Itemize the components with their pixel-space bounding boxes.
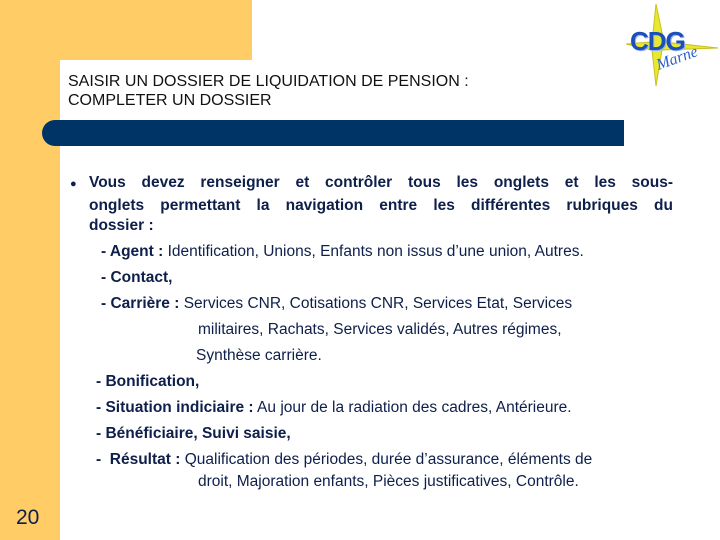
- list-item: [96, 372, 199, 392]
- item-text: droit, Majoration enfants, Pièces justificatives, Contrôle.: [198, 473, 579, 490]
- list-item: [96, 450, 592, 470]
- list-item: [96, 424, 291, 444]
- item-label: - Agent :: [101, 243, 164, 260]
- intro-line: Vous devez renseigner et contrôler tous les onglets et les sous-: [89, 174, 673, 191]
- item-label: - Contact,: [101, 269, 173, 286]
- intro-line: onglets permettant la navigation entre les différentes rubriques du: [89, 197, 673, 214]
- item-label: - Bénéficiaire, Suivi saisie,: [96, 425, 291, 442]
- list-item-continuation: [196, 346, 322, 366]
- title-line-2: COMPLETER UN DOSSIER: [68, 92, 272, 109]
- top-band: [0, 0, 252, 60]
- item-text: militaires, Rachats, Services validés, Autres régimes,: [198, 321, 562, 338]
- item-label: - Situation indiciaire :: [96, 399, 254, 416]
- list-item-continuation: [198, 320, 562, 340]
- list-item: [101, 268, 172, 288]
- list-item: [96, 398, 572, 418]
- item-text: Qualification des périodes, durée d’assurance, éléments de: [180, 451, 593, 468]
- item-text: Au jour de la radiation des cadres, Antérieure.: [253, 399, 572, 416]
- item-text: Synthèse carrière.: [196, 347, 322, 364]
- title-line-1: SAISIR UN DOSSIER DE LIQUIDATION DE PENSION :: [68, 73, 469, 90]
- logo-subtext: Marne: [654, 43, 701, 74]
- item-label: - Résultat :: [96, 451, 181, 468]
- list-item-continuation: [198, 472, 579, 492]
- title-divider-bar: [42, 120, 624, 146]
- item-label: - Carrière :: [101, 295, 180, 312]
- bullet-icon: ●: [70, 178, 77, 190]
- page-title: [68, 72, 469, 110]
- cdg-logo: [626, 4, 720, 86]
- page-number: 20: [16, 506, 40, 529]
- item-label: - Bonification,: [96, 373, 200, 390]
- logo-text: CDG: [630, 26, 685, 56]
- sidebar-band: [0, 0, 60, 540]
- list-item: [101, 294, 572, 314]
- item-text: Services CNR, Cotisations CNR, Services Etat, Services: [179, 295, 573, 312]
- intro-line: dossier :: [89, 217, 154, 234]
- list-item: [101, 242, 584, 262]
- item-text: Identification, Unions, Enfants non issus d’une union, Autres.: [163, 243, 584, 260]
